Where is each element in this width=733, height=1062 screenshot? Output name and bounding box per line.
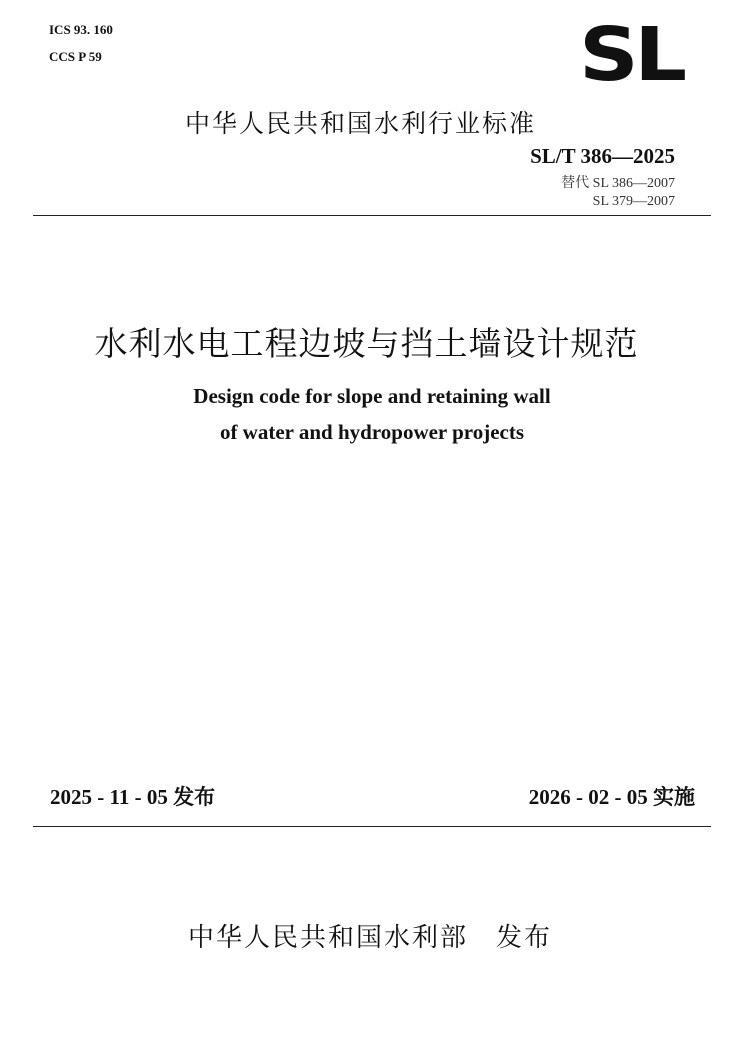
- ics-code: ICS 93. 160: [49, 22, 113, 37]
- sl-logo-text: SL: [579, 12, 683, 98]
- document-title-english-line-2: of water and hydropower projects: [219, 420, 525, 444]
- sl-logo: [579, 12, 701, 98]
- standard-number: SL/T 386—2025: [530, 144, 675, 168]
- header-divider: [33, 215, 711, 216]
- ccs-code: CCS P 59: [49, 49, 102, 64]
- replaces-line-1: 替代 SL 386—2007: [561, 176, 675, 191]
- document-title-english-line-1: Design code for slope and retaining wall: [193, 384, 551, 408]
- implementation-date: 2026 - 02 - 05 实施: [528, 785, 695, 809]
- document-title-chinese: 水利水电工程边坡与挡土墙设计规范: [94, 324, 639, 363]
- replaces-line-2: SL 379—2007: [592, 194, 675, 209]
- issuing-authority: 中华人民共和国水利部 发布: [187, 923, 552, 953]
- issue-date: 2025 - 11 - 05 发布: [50, 785, 216, 809]
- footer-divider: [33, 826, 711, 827]
- industry-standard-heading: 中华人民共和国水利行业标准: [185, 109, 537, 138]
